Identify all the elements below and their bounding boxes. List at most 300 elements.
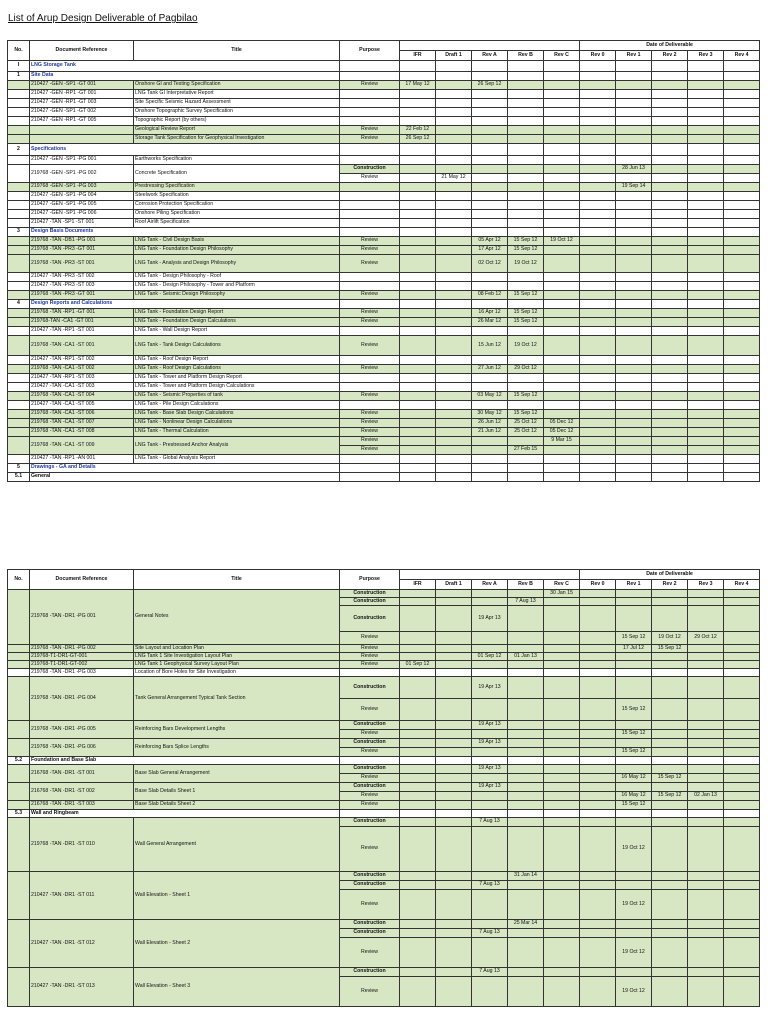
empty-cell — [580, 72, 616, 81]
date-cell — [508, 192, 544, 201]
date-cell — [400, 237, 436, 246]
empty-cell — [340, 300, 400, 309]
date-cell — [400, 437, 436, 446]
date-cell — [436, 336, 472, 356]
date-cell — [436, 90, 472, 99]
row-number — [8, 165, 30, 183]
date-cell — [436, 783, 472, 792]
date-cell — [508, 183, 544, 192]
empty-cell — [400, 810, 436, 818]
date-cell — [688, 201, 724, 210]
date-cell — [472, 669, 508, 677]
date-cell — [724, 419, 760, 428]
date-cell — [544, 632, 580, 645]
date-cell — [436, 606, 472, 632]
empty-cell — [508, 473, 544, 482]
empty-cell — [616, 144, 652, 156]
document-reference: 219768 -TAN -CA1 -ST 008 — [30, 428, 134, 437]
date-cell — [436, 401, 472, 410]
date-cell — [544, 219, 580, 228]
date-cell: 19 Oct 12 — [616, 827, 652, 872]
date-cell — [436, 117, 472, 126]
date-cell — [688, 383, 724, 392]
date-cell — [436, 273, 472, 282]
empty-cell — [724, 757, 760, 765]
date-cell — [688, 446, 724, 455]
date-cell — [652, 309, 688, 318]
date-cell — [400, 374, 436, 383]
document-reference: 219768 -TAN -DR1 -PG 002 — [30, 645, 134, 653]
date-cell — [652, 661, 688, 669]
date-cell — [400, 669, 436, 677]
date-cell — [652, 174, 688, 183]
date-cell — [724, 968, 760, 977]
date-cell — [544, 192, 580, 201]
purpose-cell: Review — [340, 428, 400, 437]
date-cell — [724, 365, 760, 374]
date-cell — [508, 401, 544, 410]
table-row — [8, 765, 760, 774]
section-number: 5.1 — [8, 473, 30, 482]
document-reference: 219768 -TAN -DR1 -PG 003 — [30, 669, 134, 677]
date-cell — [616, 374, 652, 383]
date-cell — [652, 192, 688, 201]
document-reference: 216768 -TAN -DR1 -ST 003 — [30, 801, 134, 810]
date-cell: 7 Aug 13 — [472, 929, 508, 938]
document-reference: 216768 -TAN -DR1 -ST 002 — [30, 783, 134, 801]
purpose-cell: Review — [340, 135, 400, 144]
date-cell — [688, 192, 724, 201]
date-cell — [544, 661, 580, 669]
table-row — [8, 590, 760, 598]
date-cell — [472, 774, 508, 783]
document-title-cell: Prestressing Specification — [134, 183, 340, 192]
date-cell — [436, 881, 472, 890]
date-cell: 26 Jun 12 — [472, 419, 508, 428]
date-cell — [688, 210, 724, 219]
purpose-cell: Construction — [340, 818, 400, 827]
date-cell — [688, 598, 724, 606]
date-cell — [544, 598, 580, 606]
date-cell: 19 Apr 13 — [472, 721, 508, 730]
document-title-cell: Storage Tank Specification for Geophysical Investigation — [134, 135, 340, 144]
date-cell — [508, 661, 544, 669]
date-cell — [724, 108, 760, 117]
date-cell — [616, 255, 652, 273]
date-cell — [436, 645, 472, 653]
date-cell: 15 Sep 12 — [616, 699, 652, 721]
document-title: List of Arup Design Deliverable of Pagbilao — [8, 13, 198, 24]
date-cell — [472, 699, 508, 721]
purpose-cell — [340, 90, 400, 99]
date-cell — [472, 183, 508, 192]
date-cell — [724, 748, 760, 757]
date-cell — [580, 428, 616, 437]
date-cell — [724, 730, 760, 739]
section-number: 5.2 — [8, 757, 30, 765]
header-date-column: Rev 2 — [652, 580, 688, 590]
table-row — [8, 374, 760, 383]
date-cell: 15 Sep 12 — [616, 730, 652, 739]
date-cell — [436, 669, 472, 677]
empty-cell — [580, 757, 616, 765]
date-cell — [544, 117, 580, 126]
date-cell — [544, 365, 580, 374]
date-cell — [436, 938, 472, 968]
date-cell: 15 Sep 12 — [616, 748, 652, 757]
date-cell — [400, 920, 436, 929]
date-cell: 15 Sep 12 — [508, 318, 544, 327]
section-number: 2 — [8, 144, 30, 156]
date-cell: 01 Sep 12 — [472, 653, 508, 661]
date-cell — [616, 219, 652, 228]
row-number — [8, 318, 30, 327]
date-cell: 7 Aug 13 — [508, 598, 544, 606]
date-cell — [652, 392, 688, 401]
document-reference: 210427 -GEN -SP1 -GT 002 — [30, 108, 134, 117]
date-cell — [652, 920, 688, 929]
date-cell — [580, 336, 616, 356]
date-cell — [688, 117, 724, 126]
date-cell — [688, 645, 724, 653]
document-reference: 219768 -TAN -CA1 -ST 004 — [30, 392, 134, 401]
document-title-cell: LNG Tank - Design Philosophy - Tower and Platform — [134, 282, 340, 291]
date-cell — [400, 774, 436, 783]
purpose-cell: Review — [340, 774, 400, 783]
date-cell — [724, 606, 760, 632]
empty-cell — [544, 61, 580, 72]
date-cell — [472, 383, 508, 392]
date-cell — [652, 677, 688, 699]
header-date-column: Rev 4 — [724, 580, 760, 590]
date-cell — [508, 273, 544, 282]
date-cell — [580, 219, 616, 228]
row-number — [8, 90, 30, 99]
date-cell — [580, 721, 616, 730]
document-title-cell: Concrete Specification — [134, 165, 340, 183]
date-cell — [472, 872, 508, 881]
date-cell — [688, 774, 724, 783]
document-title-cell: LNG Tank - Global Analysis Report — [134, 455, 340, 464]
document-title-cell: Topographic Report (by others) — [134, 117, 340, 126]
date-cell — [436, 318, 472, 327]
date-cell — [472, 117, 508, 126]
date-cell — [688, 968, 724, 977]
empty-cell — [688, 228, 724, 237]
section-row — [8, 72, 760, 81]
table-row — [8, 721, 760, 730]
date-cell — [652, 183, 688, 192]
purpose-cell: Construction — [340, 920, 400, 929]
date-cell — [436, 801, 472, 810]
date-cell — [580, 318, 616, 327]
date-cell — [724, 356, 760, 365]
date-cell — [436, 890, 472, 920]
date-cell — [652, 383, 688, 392]
empty-cell — [472, 72, 508, 81]
date-cell — [544, 81, 580, 90]
document-title-cell: LNG Tank - Tank Design Calculations — [134, 336, 340, 356]
purpose-cell: Review — [340, 801, 400, 810]
document-reference: 210427 -TAN -CA1 -ST 005 — [30, 401, 134, 410]
document-title-cell: Site Specific Seismic Hazard Assessment — [134, 99, 340, 108]
empty-cell — [580, 144, 616, 156]
date-cell — [724, 383, 760, 392]
empty-cell — [544, 757, 580, 765]
empty-cell — [688, 72, 724, 81]
date-cell — [688, 356, 724, 365]
date-cell: 27 Feb 15 — [508, 446, 544, 455]
purpose-cell: Review — [340, 237, 400, 246]
row-number — [8, 455, 30, 464]
document-title-cell: Earthworks Specification — [134, 156, 340, 165]
date-cell — [616, 309, 652, 318]
date-cell — [688, 606, 724, 632]
date-cell: 25 Oct 12 — [508, 428, 544, 437]
date-cell — [508, 455, 544, 464]
empty-cell — [580, 228, 616, 237]
date-cell — [472, 890, 508, 920]
date-cell: 30 May 12 — [472, 410, 508, 419]
section-number: 4 — [8, 300, 30, 309]
date-cell — [544, 818, 580, 827]
date-cell — [472, 446, 508, 455]
table-row — [8, 246, 760, 255]
document-reference: 210427 -TAN -DR1 -ST 011 — [30, 872, 134, 920]
section-row — [8, 473, 760, 482]
date-cell — [508, 108, 544, 117]
purpose-cell: Review — [340, 174, 400, 183]
date-cell — [724, 282, 760, 291]
table-row — [8, 327, 760, 336]
date-cell — [652, 881, 688, 890]
document-title-cell: LNG Tank - Prestressed Anchor Analysis — [134, 437, 340, 455]
date-cell — [652, 446, 688, 455]
table-row — [8, 318, 760, 327]
date-cell — [724, 632, 760, 645]
date-cell — [688, 365, 724, 374]
date-cell — [436, 721, 472, 730]
date-cell — [400, 183, 436, 192]
date-cell: 15 Sep 12 — [508, 237, 544, 246]
date-cell — [436, 872, 472, 881]
date-cell: 15 Sep 12 — [508, 392, 544, 401]
date-cell — [436, 327, 472, 336]
date-cell — [508, 730, 544, 739]
table-row — [8, 255, 760, 273]
empty-cell — [616, 300, 652, 309]
date-cell — [616, 437, 652, 446]
date-cell — [400, 929, 436, 938]
date-cell — [472, 598, 508, 606]
purpose-cell: Construction — [340, 783, 400, 792]
row-number — [8, 327, 30, 336]
date-cell — [652, 237, 688, 246]
table-row — [8, 291, 760, 300]
date-cell — [544, 699, 580, 721]
date-cell — [472, 730, 508, 739]
table-row — [8, 356, 760, 365]
date-cell — [436, 920, 472, 929]
date-cell — [508, 774, 544, 783]
purpose-cell — [340, 156, 400, 165]
document-title-cell: Corrosion Protection Specification — [134, 201, 340, 210]
date-cell — [472, 455, 508, 464]
date-cell — [688, 392, 724, 401]
header-title: Title — [134, 570, 340, 590]
row-number — [8, 392, 30, 401]
date-cell — [400, 938, 436, 968]
date-cell — [400, 446, 436, 455]
date-cell — [472, 174, 508, 183]
table-row — [8, 818, 760, 827]
date-cell — [724, 156, 760, 165]
date-cell — [652, 135, 688, 144]
document-reference: 219768 -TAN -DB1 -PG 001 — [30, 237, 134, 246]
row-number — [8, 201, 30, 210]
document-reference: 219768 -TAN -PR3 -GT 001 — [30, 246, 134, 255]
date-cell — [544, 653, 580, 661]
empty-cell — [472, 228, 508, 237]
date-cell — [580, 108, 616, 117]
date-cell: 19 Apr 13 — [472, 739, 508, 748]
date-cell: 31 Jan 14 — [508, 872, 544, 881]
purpose-cell — [340, 383, 400, 392]
date-cell — [616, 929, 652, 938]
empty-cell — [400, 473, 436, 482]
document-reference: 210427 -TAN -PR3 -ST 002 — [30, 273, 134, 282]
document-title-cell: Wall Elevation - Sheet 2 — [134, 920, 340, 968]
date-cell — [508, 219, 544, 228]
section-row — [8, 144, 760, 156]
date-cell — [724, 929, 760, 938]
date-cell — [544, 872, 580, 881]
document-reference: 210427 -TAN -SP1 -ST 001 — [30, 219, 134, 228]
date-cell — [580, 246, 616, 255]
date-cell — [652, 818, 688, 827]
date-cell — [508, 437, 544, 446]
date-cell — [652, 783, 688, 792]
purpose-cell — [340, 273, 400, 282]
table-row — [8, 336, 760, 356]
date-cell — [508, 827, 544, 872]
date-cell — [544, 890, 580, 920]
date-cell — [688, 699, 724, 721]
date-cell: 9 Mar 15 — [544, 437, 580, 446]
document-title-cell: LNG Tank GI Interpretative Report — [134, 90, 340, 99]
date-cell — [616, 968, 652, 977]
date-cell — [544, 126, 580, 135]
date-cell — [616, 721, 652, 730]
date-cell — [616, 410, 652, 419]
date-cell — [724, 336, 760, 356]
date-cell: 15 Jun 12 — [472, 336, 508, 356]
document-title-cell: Wall Elevation - Sheet 1 — [134, 872, 340, 920]
date-cell — [616, 455, 652, 464]
table-row — [8, 401, 760, 410]
row-number — [8, 383, 30, 392]
purpose-cell: Construction — [340, 721, 400, 730]
date-cell — [544, 730, 580, 739]
document-reference: 219768 -GEN -SP1 -PG 003 — [30, 183, 134, 192]
row-number — [8, 365, 30, 374]
date-cell — [508, 356, 544, 365]
date-cell — [688, 135, 724, 144]
date-cell — [472, 938, 508, 968]
date-cell: 22 Feb 12 — [400, 126, 436, 135]
date-cell — [724, 392, 760, 401]
document-title-cell: Base Slab Details Sheet 1 — [134, 783, 340, 801]
date-cell — [652, 81, 688, 90]
date-cell — [400, 801, 436, 810]
date-cell — [724, 428, 760, 437]
empty-cell — [400, 464, 436, 473]
date-cell — [400, 365, 436, 374]
date-cell — [580, 192, 616, 201]
date-cell — [544, 827, 580, 872]
date-cell — [436, 818, 472, 827]
section-number: 1 — [8, 72, 30, 81]
row-number — [8, 410, 30, 419]
date-cell — [688, 783, 724, 792]
empty-cell — [508, 72, 544, 81]
empty-cell — [544, 810, 580, 818]
date-cell — [616, 291, 652, 300]
date-cell — [724, 165, 760, 174]
table-row — [8, 645, 760, 653]
empty-cell — [688, 300, 724, 309]
date-cell — [580, 938, 616, 968]
date-cell — [436, 135, 472, 144]
document-reference: 210427 -GEN -SP1 -PG 001 — [30, 156, 134, 165]
empty-cell — [436, 464, 472, 473]
empty-cell — [508, 757, 544, 765]
date-cell: 15 Sep 12 — [508, 410, 544, 419]
section-name: LNG Storage Tank — [30, 61, 340, 72]
date-cell — [652, 291, 688, 300]
empty-cell — [400, 228, 436, 237]
date-cell — [616, 783, 652, 792]
date-cell — [508, 677, 544, 699]
empty-cell — [544, 473, 580, 482]
section-row — [8, 61, 760, 72]
date-cell — [580, 827, 616, 872]
document-reference: 210427 -GEN -RP1 -GT 001 — [30, 90, 134, 99]
date-cell — [400, 677, 436, 699]
date-cell: 05 Dec 12 — [544, 419, 580, 428]
document-title-cell: Onshore Piling Specification — [134, 210, 340, 219]
date-cell — [400, 739, 436, 748]
date-cell — [652, 929, 688, 938]
date-cell — [580, 282, 616, 291]
date-cell: 19 Oct 12 — [616, 977, 652, 1007]
date-cell: 19 Oct 12 — [508, 255, 544, 273]
date-cell — [616, 327, 652, 336]
date-cell — [544, 410, 580, 419]
purpose-cell: Review — [340, 645, 400, 653]
date-cell: 27 Jun 12 — [472, 365, 508, 374]
date-cell — [544, 183, 580, 192]
date-cell — [688, 410, 724, 419]
date-cell — [652, 455, 688, 464]
date-cell: 15 Sep 12 — [508, 309, 544, 318]
date-cell — [580, 437, 616, 446]
date-cell — [400, 645, 436, 653]
empty-cell — [436, 228, 472, 237]
header-date-of-deliverable: Date of Deliverable — [580, 41, 760, 51]
row-number — [8, 590, 30, 645]
header-document-reference: Document Reference — [30, 570, 134, 590]
